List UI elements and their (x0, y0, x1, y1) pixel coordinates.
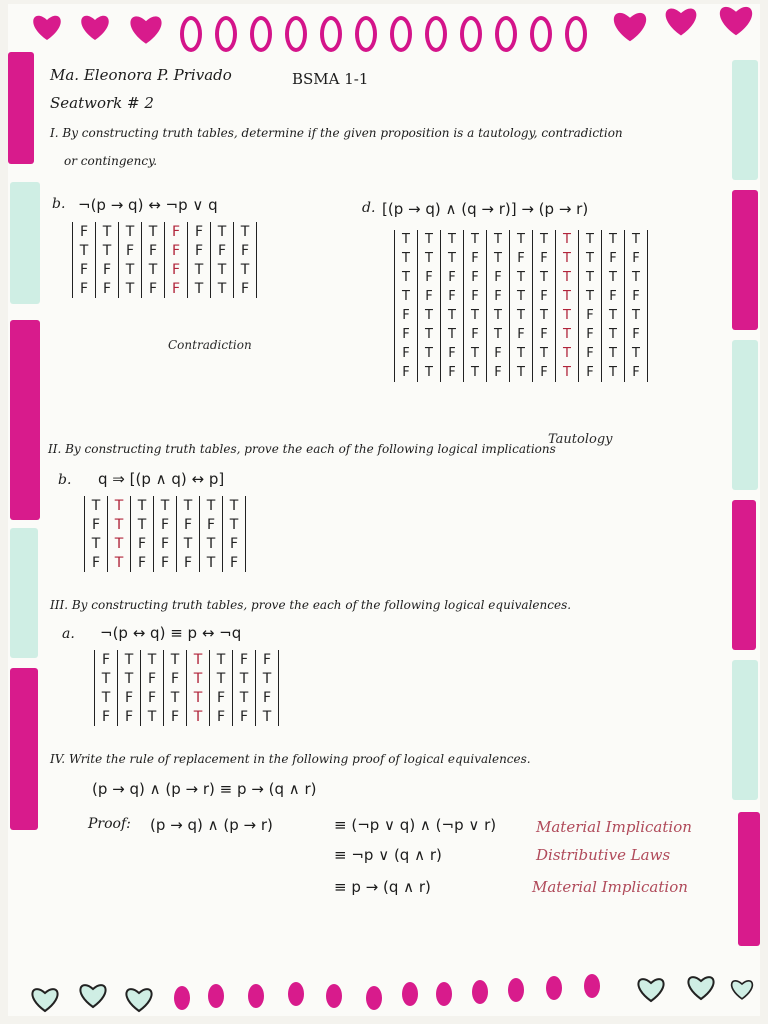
rule-label: Material Implication (532, 878, 688, 896)
truth-value-cell: F (441, 363, 464, 382)
truth-value-cell: T (533, 306, 556, 325)
ring-icon (250, 16, 272, 52)
dot-icon (366, 986, 382, 1010)
truth-value-cell: F (85, 553, 108, 572)
truth-table-1d (394, 230, 648, 382)
truth-value-cell: F (96, 279, 119, 298)
truth-value-cell: T (85, 534, 108, 553)
side-tab (10, 182, 40, 304)
truth-value-cell: T (510, 287, 533, 306)
ring-icon (425, 16, 447, 52)
truth-value-cell: T (556, 344, 579, 363)
truth-value-cell: T (234, 222, 257, 241)
heart-outline-icon (728, 974, 756, 1004)
truth-value-cell: T (119, 260, 142, 279)
truth-value-cell: T (533, 230, 556, 249)
dot-icon (208, 984, 224, 1008)
truth-value-cell: F (95, 650, 118, 669)
truth-value-cell: T (510, 230, 533, 249)
section-label: BSMA 1-1 (292, 70, 369, 88)
truth-value-cell: F (200, 515, 223, 534)
truth-value-cell: T (556, 287, 579, 306)
truth-value-cell: T (556, 268, 579, 287)
truth-value-cell: T (510, 363, 533, 382)
table-row (395, 268, 648, 287)
truth-value-cell: F (165, 279, 188, 298)
truth-value-cell: T (210, 669, 233, 688)
heart-icon (30, 12, 64, 42)
rule-label: Material Implication (536, 818, 692, 836)
truth-value-cell: F (579, 325, 602, 344)
result-label: Tautology (548, 432, 613, 447)
truth-value-cell: T (200, 534, 223, 553)
truth-value-cell: T (579, 287, 602, 306)
truth-value-cell: T (131, 496, 154, 515)
item-label: a. (62, 626, 75, 642)
heart-outline-icon (76, 980, 110, 1010)
truth-value-cell: T (487, 325, 510, 344)
formula: ¬(p ↔ q) ≡ p ↔ ¬q (100, 624, 242, 642)
truth-value-cell: T (188, 260, 211, 279)
truth-value-cell: T (85, 496, 108, 515)
dot-icon (402, 982, 418, 1006)
truth-value-cell: T (395, 230, 418, 249)
heart-outline-icon (28, 984, 62, 1014)
truth-value-cell: T (108, 553, 131, 572)
truth-value-cell: T (233, 669, 256, 688)
truth-value-cell: F (233, 650, 256, 669)
truth-value-cell: F (625, 287, 648, 306)
truth-value-cell: F (395, 363, 418, 382)
truth-value-cell: F (131, 553, 154, 572)
truth-value-cell: T (556, 306, 579, 325)
truth-value-cell: F (579, 306, 602, 325)
truth-value-cell: F (118, 688, 141, 707)
truth-value-cell: F (177, 553, 200, 572)
truth-value-cell: F (533, 325, 556, 344)
side-tab (8, 52, 34, 164)
truth-value-cell: T (187, 707, 210, 726)
truth-value-cell: T (188, 279, 211, 298)
truth-value-cell: F (165, 241, 188, 260)
truth-value-cell: F (234, 279, 257, 298)
truth-value-cell: T (154, 496, 177, 515)
dot-icon (508, 978, 524, 1002)
truth-value-cell: T (625, 344, 648, 363)
truth-value-cell: F (141, 669, 164, 688)
truth-value-cell: T (533, 268, 556, 287)
truth-value-cell: T (625, 230, 648, 249)
heart-icon (716, 2, 756, 38)
truth-value-cell: T (556, 325, 579, 344)
part4-heading: IV. Write the rule of replacement in the following proof of logical equivalences. (50, 752, 531, 766)
ring-icon (355, 16, 377, 52)
truth-value-cell: F (602, 287, 625, 306)
part3-heading: III. By constructing truth tables, prove the each of the following logical equivalences. (50, 598, 572, 612)
truth-value-cell: T (556, 363, 579, 382)
truth-value-cell: T (118, 669, 141, 688)
side-tab (732, 340, 758, 490)
heart-outline-icon (122, 984, 156, 1014)
ring-icon (460, 16, 482, 52)
truth-value-cell: T (211, 260, 234, 279)
table-row (95, 688, 279, 707)
truth-value-cell: T (141, 707, 164, 726)
heart-outline-icon (634, 974, 668, 1004)
truth-value-cell: F (95, 707, 118, 726)
truth-value-cell: F (154, 553, 177, 572)
truth-value-cell: T (418, 363, 441, 382)
truth-value-cell: F (73, 279, 96, 298)
truth-value-cell: F (441, 287, 464, 306)
proof-step-2: ≡ ¬p ∨ (q ∧ r) (334, 846, 442, 864)
truth-value-cell: T (441, 230, 464, 249)
dot-icon (288, 982, 304, 1006)
truth-table-1b (72, 222, 257, 298)
truth-table-3a (94, 650, 279, 726)
truth-value-cell: F (85, 515, 108, 534)
dot-icon (546, 976, 562, 1000)
truth-value-cell: T (625, 306, 648, 325)
truth-value-cell: F (96, 260, 119, 279)
truth-value-cell: T (96, 241, 119, 260)
table-row (95, 650, 279, 669)
formula: q ⇒ [(p ∧ q) ↔ p] (98, 470, 225, 488)
truth-value-cell: T (131, 515, 154, 534)
truth-value-cell: T (164, 688, 187, 707)
ring-icon (530, 16, 552, 52)
truth-value-cell: T (441, 306, 464, 325)
formula: [(p → q) ∧ (q → r)] → (p → r) (382, 200, 589, 218)
truth-value-cell: T (108, 496, 131, 515)
truth-value-cell: F (164, 707, 187, 726)
table-row (85, 496, 246, 515)
truth-value-cell: T (234, 260, 257, 279)
truth-value-cell: T (73, 241, 96, 260)
truth-value-cell: F (464, 249, 487, 268)
truth-value-cell: T (602, 230, 625, 249)
truth-value-cell: T (487, 230, 510, 249)
heart-icon (662, 4, 700, 38)
truth-value-cell: F (177, 515, 200, 534)
item-label: b. (58, 472, 72, 488)
truth-value-cell: T (510, 344, 533, 363)
truth-value-cell: F (533, 249, 556, 268)
truth-value-cell: F (625, 325, 648, 344)
dot-icon (472, 980, 488, 1004)
truth-value-cell: F (141, 688, 164, 707)
table-row (85, 515, 246, 534)
truth-value-cell: T (533, 344, 556, 363)
truth-value-cell: T (602, 268, 625, 287)
ring-icon (285, 16, 307, 52)
truth-value-cell: T (556, 230, 579, 249)
truth-value-cell: T (418, 249, 441, 268)
dot-icon (174, 986, 190, 1010)
side-tab (732, 660, 758, 800)
truth-value-cell: F (579, 344, 602, 363)
proof-statement: (p → q) ∧ (p → r) ≡ p → (q ∧ r) (92, 780, 317, 798)
truth-value-cell: F (418, 287, 441, 306)
truth-value-cell: T (119, 222, 142, 241)
truth-value-cell: F (441, 268, 464, 287)
truth-value-cell: F (73, 222, 96, 241)
truth-value-cell: F (418, 268, 441, 287)
truth-value-cell: F (464, 268, 487, 287)
truth-value-cell: F (165, 222, 188, 241)
ring-icon (320, 16, 342, 52)
table-row (73, 222, 257, 241)
truth-value-cell: F (395, 306, 418, 325)
truth-value-cell: F (164, 669, 187, 688)
truth-value-cell: F (119, 241, 142, 260)
ring-icon (565, 16, 587, 52)
truth-value-cell: T (464, 363, 487, 382)
table-row (95, 669, 279, 688)
truth-value-cell: F (154, 515, 177, 534)
table-row (395, 249, 648, 268)
truth-value-cell: T (233, 688, 256, 707)
truth-value-cell: T (211, 222, 234, 241)
truth-value-cell: T (200, 553, 223, 572)
dot-icon (326, 984, 342, 1008)
truth-value-cell: T (418, 325, 441, 344)
truth-value-cell: T (418, 344, 441, 363)
truth-value-cell: T (579, 268, 602, 287)
truth-table-2b (84, 496, 246, 572)
truth-value-cell: F (533, 287, 556, 306)
truth-value-cell: F (210, 688, 233, 707)
table-row (95, 707, 279, 726)
truth-value-cell: F (579, 363, 602, 382)
truth-value-cell: T (200, 496, 223, 515)
truth-value-cell: T (464, 344, 487, 363)
truth-value-cell: F (223, 553, 246, 572)
truth-value-cell: T (464, 306, 487, 325)
truth-value-cell: F (487, 363, 510, 382)
truth-value-cell: T (187, 688, 210, 707)
truth-value-cell: T (579, 249, 602, 268)
part2-heading: II. By constructing truth tables, prove the each of the following logical implications (48, 442, 556, 456)
truth-value-cell: T (418, 230, 441, 249)
truth-value-cell: T (464, 230, 487, 249)
ring-icon (390, 16, 412, 52)
truth-value-cell: T (625, 268, 648, 287)
truth-value-cell: F (487, 344, 510, 363)
truth-value-cell: F (188, 241, 211, 260)
truth-value-cell: T (441, 249, 464, 268)
truth-value-cell: T (95, 688, 118, 707)
truth-value-cell: F (165, 260, 188, 279)
truth-value-cell: T (223, 515, 246, 534)
truth-value-cell: F (223, 534, 246, 553)
truth-value-cell: T (441, 325, 464, 344)
part1-heading-cont: or contingency. (64, 154, 158, 168)
proof-step-3: ≡ p → (q ∧ r) (334, 878, 431, 896)
truth-value-cell: F (210, 707, 233, 726)
ring-icon (180, 16, 202, 52)
truth-value-cell: F (510, 249, 533, 268)
truth-value-cell: T (164, 650, 187, 669)
student-name: Ma. Eleonora P. Privado (50, 66, 232, 84)
side-tab (732, 60, 758, 180)
truth-value-cell: T (177, 496, 200, 515)
truth-value-cell: T (602, 363, 625, 382)
proof-start: (p → q) ∧ (p → r) (150, 816, 273, 834)
truth-value-cell: T (211, 279, 234, 298)
truth-value-cell: T (602, 344, 625, 363)
side-tab (738, 812, 760, 946)
truth-value-cell: T (210, 650, 233, 669)
heart-icon (610, 8, 650, 44)
table-row (395, 344, 648, 363)
item-label: b. (52, 196, 66, 212)
truth-value-cell: T (95, 669, 118, 688)
formula: ¬(p → q) ↔ ¬p ∨ q (78, 196, 218, 214)
dot-icon (248, 984, 264, 1008)
truth-value-cell: F (602, 249, 625, 268)
truth-value-cell: T (602, 325, 625, 344)
table-row (73, 260, 257, 279)
table-row (395, 363, 648, 382)
truth-value-cell: F (142, 241, 165, 260)
truth-value-cell: F (510, 325, 533, 344)
table-row (85, 534, 246, 553)
item-label: d. (362, 200, 376, 216)
truth-value-cell: F (395, 344, 418, 363)
table-row (395, 230, 648, 249)
truth-value-cell: T (118, 650, 141, 669)
truth-value-cell: F (256, 650, 279, 669)
truth-value-cell: T (510, 268, 533, 287)
ring-icon (495, 16, 517, 52)
truth-value-cell: F (131, 534, 154, 553)
truth-value-cell: T (602, 306, 625, 325)
truth-value-cell: F (487, 287, 510, 306)
part1-heading: I. By constructing truth tables, determine if the given proposition is a tautology, contradiction (50, 126, 623, 140)
truth-value-cell: T (108, 534, 131, 553)
side-tab (10, 320, 40, 520)
rule-label: Distributive Laws (536, 846, 671, 864)
table-row (395, 306, 648, 325)
truth-value-cell: F (441, 344, 464, 363)
side-tab (10, 668, 38, 830)
truth-value-cell: T (141, 650, 164, 669)
heart-icon (78, 12, 112, 42)
truth-value-cell: F (154, 534, 177, 553)
truth-value-cell: T (256, 669, 279, 688)
truth-value-cell: F (73, 260, 96, 279)
truth-value-cell: T (256, 707, 279, 726)
truth-value-cell: F (625, 363, 648, 382)
truth-value-cell: F (395, 325, 418, 344)
truth-value-cell: F (188, 222, 211, 241)
truth-value-cell: F (234, 241, 257, 260)
table-row (395, 287, 648, 306)
heart-icon (126, 12, 166, 46)
activity-title: Seatwork # 2 (50, 94, 154, 112)
table-row (85, 553, 246, 572)
truth-value-cell: F (211, 241, 234, 260)
truth-value-cell: T (187, 650, 210, 669)
table-row (73, 279, 257, 298)
truth-value-cell: T (108, 515, 131, 534)
truth-value-cell: T (418, 306, 441, 325)
truth-value-cell: T (142, 260, 165, 279)
truth-value-cell: T (487, 306, 510, 325)
truth-value-cell: F (142, 279, 165, 298)
proof-step-1: ≡ (¬p ∨ q) ∧ (¬p ∨ r) (334, 816, 497, 834)
table-row (73, 241, 257, 260)
truth-value-cell: T (177, 534, 200, 553)
truth-value-cell: T (395, 249, 418, 268)
truth-value-cell: F (118, 707, 141, 726)
dot-icon (436, 982, 452, 1006)
truth-value-cell: F (533, 363, 556, 382)
table-row (395, 325, 648, 344)
truth-value-cell: T (187, 669, 210, 688)
proof-label: Proof: (88, 816, 131, 832)
truth-value-cell: F (233, 707, 256, 726)
truth-value-cell: T (510, 306, 533, 325)
truth-value-cell: T (395, 268, 418, 287)
side-tab (732, 500, 756, 650)
truth-value-cell: F (625, 249, 648, 268)
truth-value-cell: T (395, 287, 418, 306)
truth-value-cell: T (556, 249, 579, 268)
truth-value-cell: T (579, 230, 602, 249)
result-label: Contradiction (168, 338, 252, 352)
dot-icon (584, 974, 600, 998)
truth-value-cell: F (464, 287, 487, 306)
truth-value-cell: T (142, 222, 165, 241)
side-tab (732, 190, 758, 330)
side-tab (10, 528, 38, 658)
ring-icon (215, 16, 237, 52)
heart-outline-icon (684, 972, 718, 1002)
truth-value-cell: F (464, 325, 487, 344)
truth-value-cell: T (96, 222, 119, 241)
truth-value-cell: F (256, 688, 279, 707)
truth-value-cell: T (487, 249, 510, 268)
truth-value-cell: T (223, 496, 246, 515)
truth-value-cell: T (119, 279, 142, 298)
truth-value-cell: F (487, 268, 510, 287)
